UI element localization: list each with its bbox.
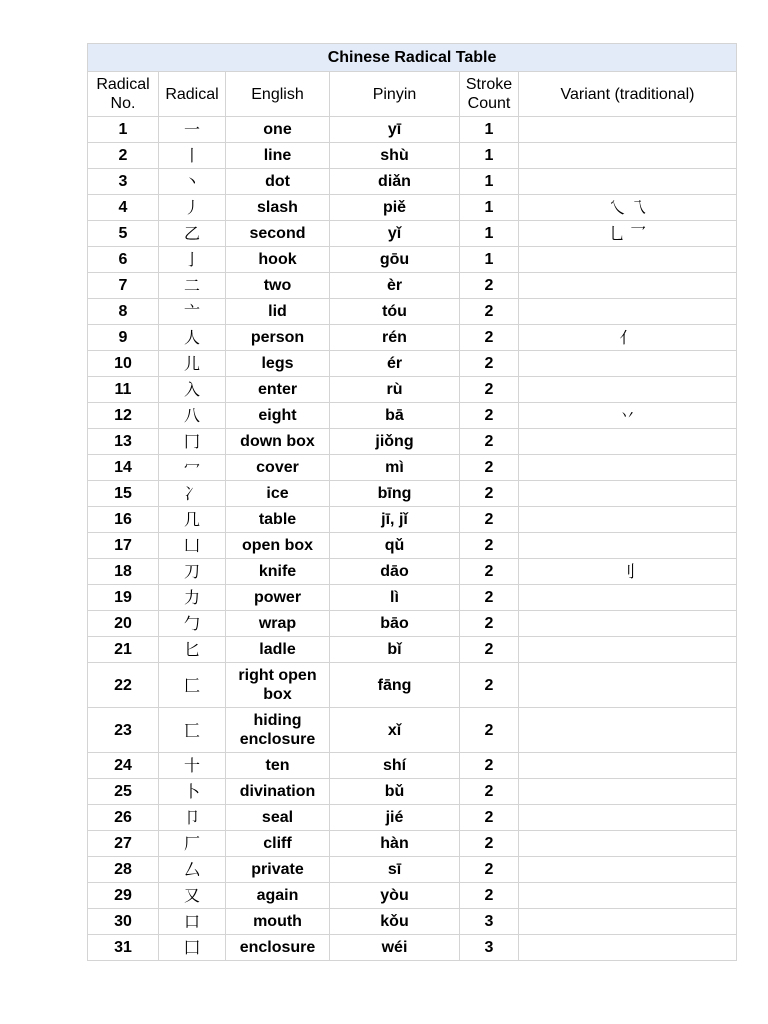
cell-english: ladle xyxy=(226,637,330,663)
cell-radical: 力 xyxy=(159,585,226,611)
cell-stroke-count: 2 xyxy=(460,753,519,779)
table-row xyxy=(88,585,737,611)
cell-stroke-count: 2 xyxy=(460,857,519,883)
cell-pinyin: èr xyxy=(330,273,460,299)
cell-english: right open box xyxy=(226,663,330,708)
cell-radical: 一 xyxy=(159,117,226,143)
table-row xyxy=(88,637,737,663)
cell-radical: 卜 xyxy=(159,779,226,805)
cell-radical-no: 5 xyxy=(88,221,159,247)
table-row xyxy=(88,779,737,805)
cell-radical: 儿 xyxy=(159,351,226,377)
cell-radical-no: 25 xyxy=(88,779,159,805)
table-row xyxy=(88,753,737,779)
cell-radical-no: 13 xyxy=(88,429,159,455)
cell-variant xyxy=(519,909,737,935)
cell-radical-no: 21 xyxy=(88,637,159,663)
table-row xyxy=(88,429,737,455)
cell-stroke-count: 3 xyxy=(460,909,519,935)
cell-radical: 十 xyxy=(159,753,226,779)
cell-radical: 亅 xyxy=(159,247,226,273)
cell-stroke-count: 2 xyxy=(460,299,519,325)
cell-pinyin: bāo xyxy=(330,611,460,637)
cell-radical-no: 11 xyxy=(88,377,159,403)
table-row xyxy=(88,117,737,143)
cell-pinyin: fāng xyxy=(330,663,460,708)
cell-radical: 二 xyxy=(159,273,226,299)
cell-radical: 乙 xyxy=(159,221,226,247)
cell-english: dot xyxy=(226,169,330,195)
table-row xyxy=(88,195,737,221)
cell-stroke-count: 2 xyxy=(460,403,519,429)
cell-radical: 丨 xyxy=(159,143,226,169)
header-stroke-count: Stroke Count xyxy=(460,72,519,117)
cell-stroke-count: 2 xyxy=(460,351,519,377)
cell-variant: 亻 xyxy=(519,325,737,351)
cell-stroke-count: 2 xyxy=(460,273,519,299)
cell-radical: 丿 xyxy=(159,195,226,221)
cell-variant xyxy=(519,169,737,195)
table-row xyxy=(88,805,737,831)
cell-english: enclosure xyxy=(226,935,330,961)
cell-stroke-count: 1 xyxy=(460,169,519,195)
table-row xyxy=(88,935,737,961)
cell-english: cover xyxy=(226,455,330,481)
cell-stroke-count: 2 xyxy=(460,325,519,351)
table-row xyxy=(88,403,737,429)
cell-pinyin: wéi xyxy=(330,935,460,961)
cell-radical: 匸 xyxy=(159,708,226,753)
cell-english: person xyxy=(226,325,330,351)
cell-stroke-count: 2 xyxy=(460,585,519,611)
cell-stroke-count: 2 xyxy=(460,831,519,857)
cell-variant xyxy=(519,429,737,455)
cell-pinyin: tóu xyxy=(330,299,460,325)
table-row xyxy=(88,273,737,299)
header-english: English xyxy=(226,72,330,117)
cell-stroke-count: 2 xyxy=(460,429,519,455)
cell-radical-no: 9 xyxy=(88,325,159,351)
cell-english: power xyxy=(226,585,330,611)
table-row xyxy=(88,299,737,325)
cell-variant xyxy=(519,883,737,909)
cell-radical-no: 27 xyxy=(88,831,159,857)
cell-variant xyxy=(519,247,737,273)
cell-radical-no: 14 xyxy=(88,455,159,481)
table-row xyxy=(88,169,737,195)
cell-pinyin: sī xyxy=(330,857,460,883)
header-radical: Radical xyxy=(159,72,226,117)
cell-pinyin: shù xyxy=(330,143,460,169)
cell-variant xyxy=(519,299,737,325)
table-row xyxy=(88,533,737,559)
cell-pinyin: mì xyxy=(330,455,460,481)
cell-english: legs xyxy=(226,351,330,377)
cell-stroke-count: 2 xyxy=(460,377,519,403)
cell-english: cliff xyxy=(226,831,330,857)
table-body xyxy=(88,117,737,961)
cell-pinyin: lì xyxy=(330,585,460,611)
cell-variant xyxy=(519,507,737,533)
cell-stroke-count: 2 xyxy=(460,779,519,805)
cell-stroke-count: 2 xyxy=(460,481,519,507)
cell-radical: 厶 xyxy=(159,857,226,883)
header-pinyin: Pinyin xyxy=(330,72,460,117)
table-row xyxy=(88,883,737,909)
cell-radical: 厂 xyxy=(159,831,226,857)
table-row xyxy=(88,663,737,708)
cell-pinyin: bǔ xyxy=(330,779,460,805)
cell-pinyin: ér xyxy=(330,351,460,377)
cell-radical-no: 12 xyxy=(88,403,159,429)
cell-stroke-count: 2 xyxy=(460,883,519,909)
cell-radical-no: 1 xyxy=(88,117,159,143)
cell-english: wrap xyxy=(226,611,330,637)
cell-pinyin: qǔ xyxy=(330,533,460,559)
cell-stroke-count: 1 xyxy=(460,247,519,273)
cell-variant: 刂 xyxy=(519,559,737,585)
cell-english: knife xyxy=(226,559,330,585)
cell-stroke-count: 2 xyxy=(460,805,519,831)
cell-stroke-count: 1 xyxy=(460,143,519,169)
table-row xyxy=(88,377,737,403)
cell-variant xyxy=(519,455,737,481)
cell-english: seal xyxy=(226,805,330,831)
cell-english: again xyxy=(226,883,330,909)
cell-pinyin: diǎn xyxy=(330,169,460,195)
cell-variant xyxy=(519,611,737,637)
cell-radical-no: 28 xyxy=(88,857,159,883)
cell-stroke-count: 1 xyxy=(460,221,519,247)
cell-variant xyxy=(519,585,737,611)
table-row xyxy=(88,325,737,351)
cell-pinyin: bīng xyxy=(330,481,460,507)
cell-variant xyxy=(519,857,737,883)
cell-radical-no: 2 xyxy=(88,143,159,169)
cell-radical: 八 xyxy=(159,403,226,429)
cell-variant: 丷 xyxy=(519,403,737,429)
cell-english: enter xyxy=(226,377,330,403)
cell-pinyin: bǐ xyxy=(330,637,460,663)
cell-radical-no: 8 xyxy=(88,299,159,325)
cell-pinyin: piě xyxy=(330,195,460,221)
table-row xyxy=(88,559,737,585)
cell-radical: 刀 xyxy=(159,559,226,585)
cell-radical-no: 20 xyxy=(88,611,159,637)
table-row xyxy=(88,481,737,507)
cell-stroke-count: 2 xyxy=(460,507,519,533)
cell-pinyin: yòu xyxy=(330,883,460,909)
cell-stroke-count: 3 xyxy=(460,935,519,961)
cell-pinyin: jié xyxy=(330,805,460,831)
table-row xyxy=(88,831,737,857)
table-row xyxy=(88,708,737,753)
cell-english: mouth xyxy=(226,909,330,935)
cell-english: ten xyxy=(226,753,330,779)
header-variant: Variant (traditional) xyxy=(519,72,737,117)
cell-pinyin: jī, jǐ xyxy=(330,507,460,533)
table-row xyxy=(88,221,737,247)
cell-radical-no: 7 xyxy=(88,273,159,299)
cell-english: lid xyxy=(226,299,330,325)
cell-radical: 又 xyxy=(159,883,226,909)
cell-radical-no: 3 xyxy=(88,169,159,195)
cell-pinyin: shí xyxy=(330,753,460,779)
cell-variant xyxy=(519,481,737,507)
cell-english: down box xyxy=(226,429,330,455)
cell-variant xyxy=(519,637,737,663)
table-row xyxy=(88,611,737,637)
cell-pinyin: dāo xyxy=(330,559,460,585)
cell-pinyin: rén xyxy=(330,325,460,351)
cell-variant xyxy=(519,831,737,857)
cell-radical: 冂 xyxy=(159,429,226,455)
cell-radical-no: 18 xyxy=(88,559,159,585)
cell-radical: 冖 xyxy=(159,455,226,481)
cell-radical: 几 xyxy=(159,507,226,533)
cell-radical-no: 24 xyxy=(88,753,159,779)
cell-english: one xyxy=(226,117,330,143)
cell-radical: 亠 xyxy=(159,299,226,325)
cell-stroke-count: 1 xyxy=(460,195,519,221)
cell-pinyin: yǐ xyxy=(330,221,460,247)
cell-radical: 勹 xyxy=(159,611,226,637)
cell-pinyin: xǐ xyxy=(330,708,460,753)
cell-radical-no: 26 xyxy=(88,805,159,831)
cell-pinyin: kǒu xyxy=(330,909,460,935)
cell-english: two xyxy=(226,273,330,299)
table-title: Chinese Radical Table xyxy=(88,44,737,72)
cell-radical-no: 23 xyxy=(88,708,159,753)
cell-variant xyxy=(519,805,737,831)
cell-english: line xyxy=(226,143,330,169)
cell-radical-no: 16 xyxy=(88,507,159,533)
cell-english: second xyxy=(226,221,330,247)
cell-variant xyxy=(519,143,737,169)
cell-radical: 囗 xyxy=(159,935,226,961)
cell-stroke-count: 2 xyxy=(460,559,519,585)
table-row xyxy=(88,455,737,481)
cell-radical-no: 17 xyxy=(88,533,159,559)
cell-variant xyxy=(519,935,737,961)
cell-radical: 丶 xyxy=(159,169,226,195)
cell-variant xyxy=(519,708,737,753)
cell-pinyin: jiǒng xyxy=(330,429,460,455)
cell-radical: 匚 xyxy=(159,663,226,708)
cell-radical: 人 xyxy=(159,325,226,351)
table-row xyxy=(88,857,737,883)
cell-variant: 乀 乁 xyxy=(519,195,737,221)
cell-variant xyxy=(519,779,737,805)
cell-english: private xyxy=(226,857,330,883)
cell-english: hiding enclosure xyxy=(226,708,330,753)
cell-variant xyxy=(519,753,737,779)
cell-stroke-count: 2 xyxy=(460,708,519,753)
cell-stroke-count: 2 xyxy=(460,611,519,637)
cell-english: slash xyxy=(226,195,330,221)
cell-stroke-count: 1 xyxy=(460,117,519,143)
cell-radical: 冫 xyxy=(159,481,226,507)
cell-variant xyxy=(519,663,737,708)
cell-english: open box xyxy=(226,533,330,559)
header-radical-no: Radical No. xyxy=(88,72,159,117)
cell-english: divination xyxy=(226,779,330,805)
cell-radical: 入 xyxy=(159,377,226,403)
cell-radical-no: 29 xyxy=(88,883,159,909)
cell-radical: 口 xyxy=(159,909,226,935)
radical-table xyxy=(87,43,737,961)
cell-radical: 匕 xyxy=(159,637,226,663)
table-row xyxy=(88,351,737,377)
cell-radical-no: 15 xyxy=(88,481,159,507)
cell-english: eight xyxy=(226,403,330,429)
cell-stroke-count: 2 xyxy=(460,663,519,708)
cell-variant: 乚 乛 xyxy=(519,221,737,247)
cell-english: table xyxy=(226,507,330,533)
cell-radical-no: 4 xyxy=(88,195,159,221)
table-row xyxy=(88,143,737,169)
cell-pinyin: rù xyxy=(330,377,460,403)
cell-radical-no: 10 xyxy=(88,351,159,377)
cell-variant xyxy=(519,273,737,299)
cell-english: hook xyxy=(226,247,330,273)
cell-radical-no: 30 xyxy=(88,909,159,935)
cell-english: ice xyxy=(226,481,330,507)
cell-pinyin: bā xyxy=(330,403,460,429)
cell-radical-no: 22 xyxy=(88,663,159,708)
cell-pinyin: gōu xyxy=(330,247,460,273)
cell-variant xyxy=(519,533,737,559)
cell-stroke-count: 2 xyxy=(460,455,519,481)
cell-radical-no: 31 xyxy=(88,935,159,961)
table-row xyxy=(88,909,737,935)
cell-variant xyxy=(519,351,737,377)
cell-radical-no: 19 xyxy=(88,585,159,611)
cell-pinyin: yī xyxy=(330,117,460,143)
table-row xyxy=(88,247,737,273)
cell-radical-no: 6 xyxy=(88,247,159,273)
cell-pinyin: hàn xyxy=(330,831,460,857)
table-row xyxy=(88,507,737,533)
cell-radical: 卩 xyxy=(159,805,226,831)
cell-radical: 凵 xyxy=(159,533,226,559)
cell-variant xyxy=(519,117,737,143)
cell-stroke-count: 2 xyxy=(460,637,519,663)
cell-stroke-count: 2 xyxy=(460,533,519,559)
cell-variant xyxy=(519,377,737,403)
